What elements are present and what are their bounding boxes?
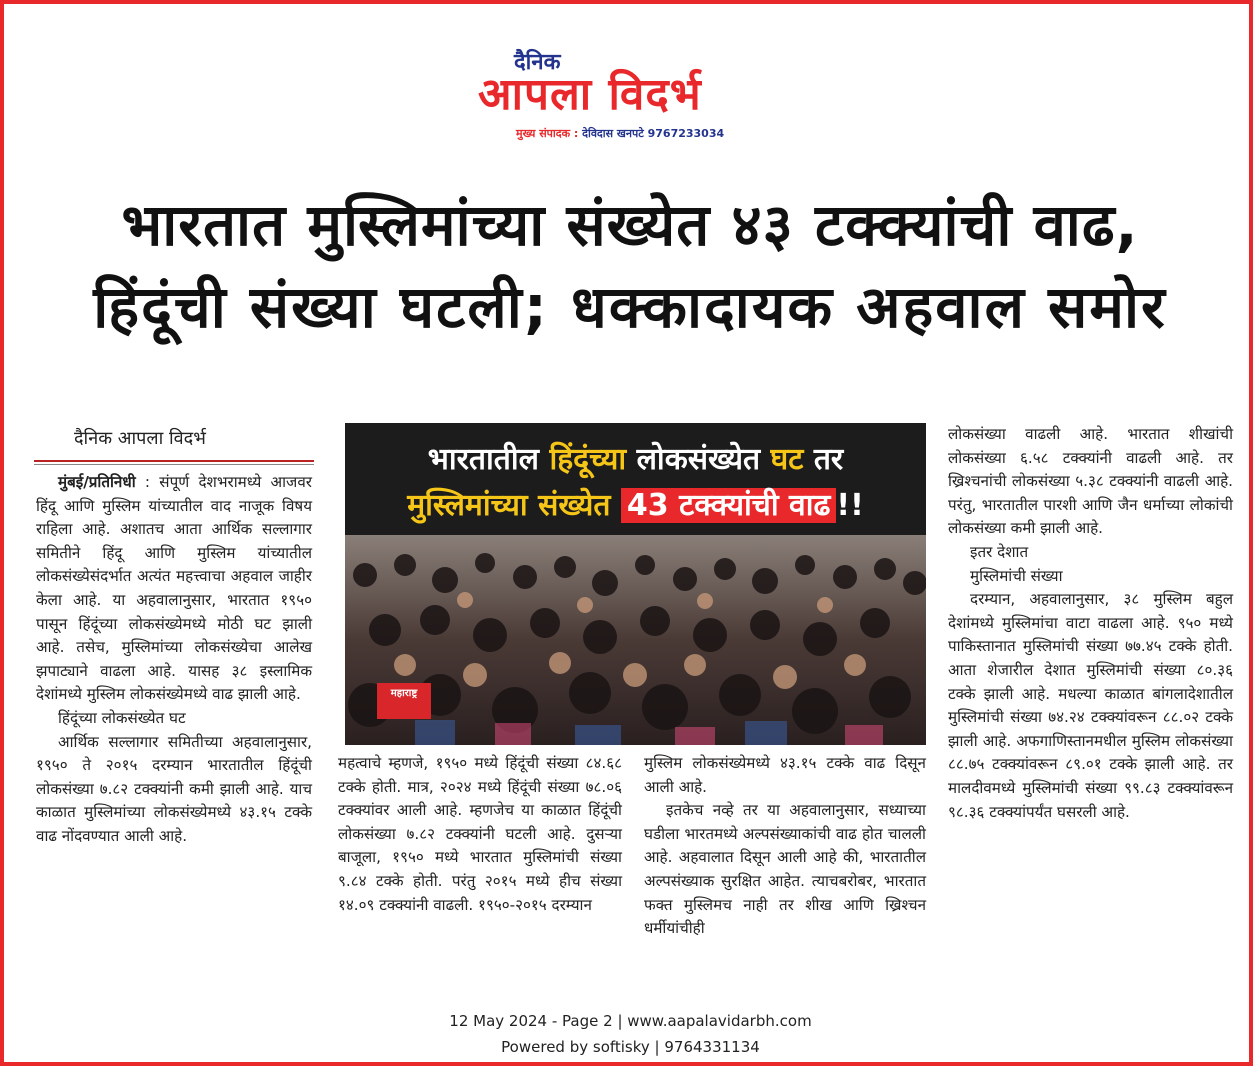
article-column-2 [338,752,622,917]
byline: दैनिक आपला विदर्भ [74,428,206,449]
masthead-title: आपला विदर्भ [478,69,702,120]
crowd-image [345,535,926,745]
photo-text-1e: तर [803,442,844,477]
column-2-paragraph-1: महत्वाचे म्हणजे, १९५० मध्ये हिंदूंची संख्या ८४.६८ टक्के होती. मात्र, २०२४ मध्ये हिंदूंची संख्या ७८.०६ टक्क्यांवर आली आहे. म्हणजेच या काळात हिंदूंची लोकसंख्या ७.८२ टक्क्यांनी घटली आहे. दुसऱ्या बाजूला, १९५० मध्ये भारतात मुस्लिमांची संख्या ९.८४ टक्के होती. परंतु २०१५ मध्ये हीच संख्या १४.०९ टक्क्यांनी वाढली. १९५०-२०१५ दरम्यान [338,754,622,914]
masthead-editor [516,126,724,141]
column-1-paragraph-1: : संपूर्ण देशभरामध्ये आजवर हिंदू आणि मुस्लिम यांच्यातील वाद नाजूक विषय राहिला आहे. अशातच आता आर्थिक सल्लागार समितीने हिंदू आणि मुस्लिम यांच्यातील लोकसंख्येसंदर्भात अत्यंत महत्त्वाचा अहवाल जाहीर केला आहे. या अहवालानुसार, भारतात १९५० पासून हिंदूंच्या लोकसंख्येमध्ये मोठी घट झाली आहे. तसेच, मुस्लिमांच्या लोकसंख्येचा आलेख झपाट्याने वाढला आहे. यासह ३८ इस्लामिक देशांमध्ये मुस्लिम लोकसंख्येमध्ये वाढ झाली आहे. [36,473,312,704]
article-photo [345,423,926,745]
photo-text-2a: मुस्लिमांच्या संख्येत [407,488,621,523]
photo-caption-line-1 [345,437,926,478]
photo-text-1c: लोकसंख्येत [626,442,771,477]
column-4-subhead-2: मुस्लिमांची संख्या [970,566,1063,585]
article-column-3 [644,752,926,941]
footer-line-1: 12 May 2024 - Page 2 | www.aapalavidarbh.com [449,1012,812,1030]
column-1-subhead: हिंदूंच्या लोकसंख्येत घट [58,708,186,727]
headline [30,184,1230,348]
byline-rule [34,460,314,462]
column-3-paragraph-2: इतकेच नव्हे तर या अहवालानुसार, सध्याच्या घडीला भारतमध्ये अल्पसंख्याकांची वाढ होत चालली आहे. अहवालात दिसून आली आहे की, भारतातील अल्पसंख्याक सुरक्षित आहेत. त्याचबरोबर, भारतात फक्त मुस्लिमच नाही तर शीख आणि ख्रिश्चन धर्मीयांचीही [644,801,926,938]
photo-caption-line-2 [345,483,926,524]
footer-line-2: Powered by softisky | 9764331134 [501,1038,760,1056]
channel-logo-text: महाराष्ट्र [390,688,418,699]
dateline: मुंबई/प्रतिनिधी [58,473,136,491]
article-column-1 [36,471,312,849]
editor-value: देविदास खनपटे 9767233034 [582,127,725,140]
editor-label: मुख्य संपादक : [516,127,579,140]
masthead-small-title: दैनिक [514,50,561,75]
column-3-paragraph-1: मुस्लिम लोकसंख्येमध्ये ४३.१५ टक्के वाढ दिसून आली आहे. [644,754,926,796]
photo-text-2b: 43 टक्क्यांची वाढ [621,488,837,523]
photo-text-2c: !! [836,488,864,523]
byline-rule-thin [34,464,314,465]
photo-text-1b: हिंदूंच्या [549,442,627,477]
photo-text-1a: भारतातील [427,442,550,477]
column-4-paragraph-2: दरम्यान, अहवालानुसार, ३८ मुस्लिम बहुल देशांमध्ये मुस्लिमांचा वाटा वाढला आहे. ९५० मध्ये पाकिस्तानात मुस्लिमांची संख्या ७७.४५ टक्के होती. आता शेजारील देशात मुस्लिमांची संख्या ८०.३६ टक्के झाली आहे. मधल्या काळात बांगलादेशातील मुस्लिमांची संख्या ७४.२४ टक्क्यांवरून ८८.०२ टक्के झाली आहे. अफगाणिस्तानमधील मुस्लिम लोकसंख्या ८८.७५ टक्क्यांवरून ८९.०१ टक्के झाली आहे. तर मालदीवमध्ये मुस्लिमांची संख्या ९९.८३ टक्क्यांवरून ९८.३६ टक्क्यांपर्यंत घसरली आहे. [948,590,1233,821]
article-column-4 [948,423,1233,824]
column-4-subhead-1: इतर देशात [970,542,1029,561]
headline-line-2: हिंदूंची संख्या घटली; धक्कादायक अहवाल समोर [93,273,1167,341]
photo-text-1d: घट [770,442,804,477]
column-4-paragraph-1: लोकसंख्या वाढली आहे. भारतात शीखांची लोकसंख्या ६.५८ टक्क्यांनी वाढली आहे. तर ख्रिश्चनांची लोकसंख्या ५.३८ टक्क्यांनी वाढली आहे. परंतु, भारतातील पारशी आणि जैन धर्माच्या लोकांची लोकसंख्या कमी झाली आहे. [948,425,1233,538]
page-footer [4,1008,1253,1060]
channel-logo [377,683,431,719]
headline-line-1: भारतात मुस्लिमांच्या संख्येत ४३ टक्क्यांची वाढ, [121,191,1139,259]
masthead [474,46,794,146]
column-1-paragraph-2: आर्थिक सल्लागार समितीच्या अहवालानुसार, १९५० ते २०१५ दरम्यान भारतातील हिंदूंची लोकसंख्या ७.८२ टक्क्यांनी कमी झाली आहे. याच काळात मुस्लिमांच्या लोकसंख्येमध्ये ४३.१५ टक्के वाढ नोंदवण्यात आली आहे. [36,732,312,845]
